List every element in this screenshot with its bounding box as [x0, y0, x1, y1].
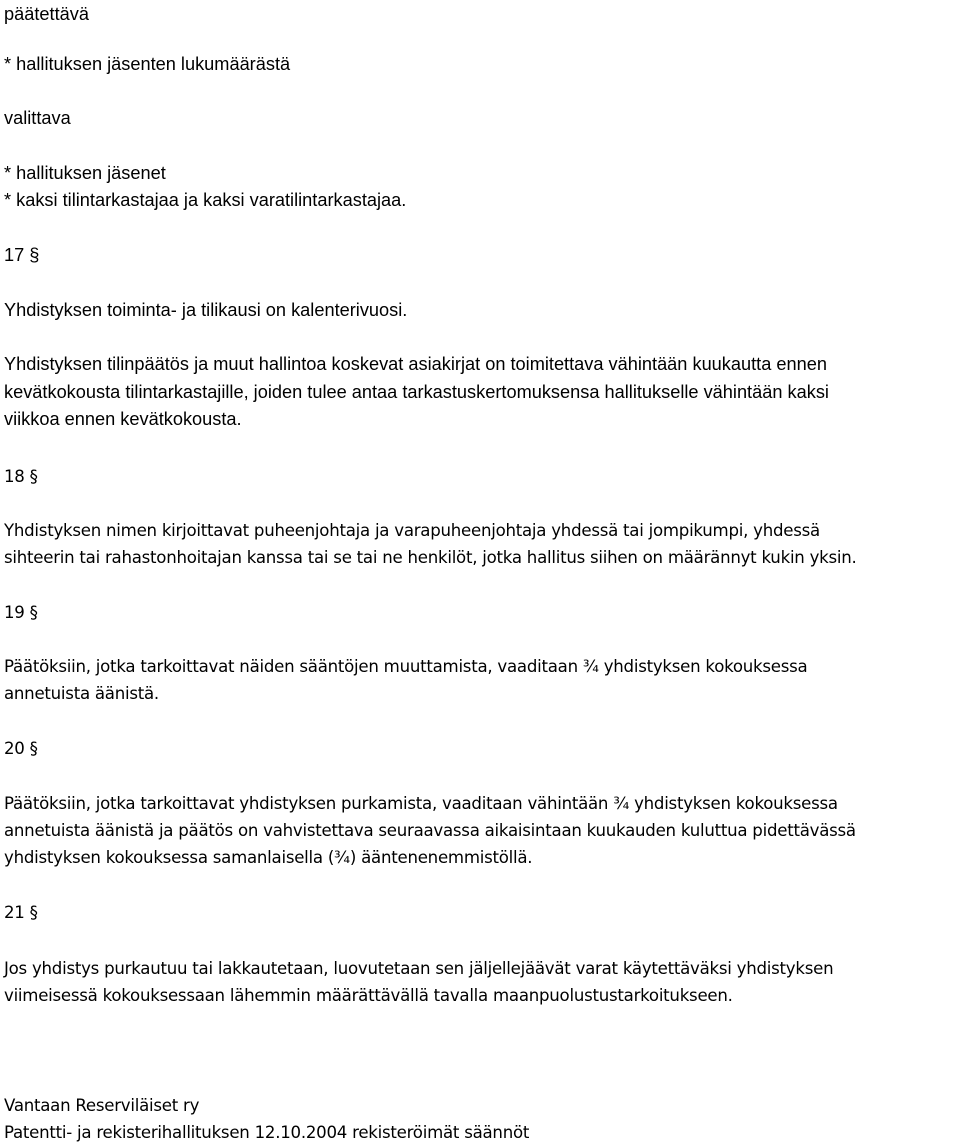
- text-line: valittava: [4, 108, 71, 128]
- paragraph-line: kevätkokousta tilintarkastajille, joiden tulee antaa tarkastuskertomuksensa hallitukselle vähintään kaksi: [4, 382, 829, 402]
- list-item: * hallituksen jäsenet: [4, 163, 166, 183]
- paragraph-line: Päätöksiin, jotka tarkoittavat yhdistyksen purkamista, vaaditaan vähintään ¾ yhdistyksen kokouksessa: [4, 794, 838, 813]
- footer-registration: Patentti- ja rekisterihallituksen 12.10.2004 rekisteröimät säännöt: [4, 1123, 530, 1142]
- list-item: * kaksi tilintarkastajaa ja kaksi varatilintarkastajaa.: [4, 190, 407, 210]
- paragraph-line: annetuista äänistä.: [4, 684, 159, 703]
- paragraph-line: Yhdistyksen tilinpäätös ja muut hallintoa koskevat asiakirjat on toimitettava vähintään kuukautta ennen: [4, 354, 827, 374]
- list-item: * hallituksen jäsenten lukumäärästä: [4, 54, 291, 74]
- paragraph-line: Jos yhdistys purkautuu tai lakkautetaan, luovutetaan sen jäljellejäävät varat käytettäväksi yhdistyksen: [4, 959, 834, 978]
- section-heading: 20 §: [4, 739, 38, 758]
- paragraph-line: viikkoa ennen kevätkokousta.: [4, 409, 242, 429]
- section-heading: 18 §: [4, 467, 38, 486]
- paragraph-line: Yhdistyksen toiminta- ja tilikausi on kalenterivuosi.: [4, 300, 408, 320]
- text-line: päätettävä: [4, 4, 89, 24]
- section-heading: 17 §: [4, 245, 40, 265]
- paragraph-line: annetuista äänistä ja päätös on vahvistettava seuraavassa aikaisintaan kuukauden kuluttua pidettävässä: [4, 821, 856, 840]
- paragraph-line: sihteerin tai rahastonhoitajan kanssa tai se tai ne henkilöt, jotka hallitus siihen on määrännyt kukin yksin.: [4, 548, 857, 567]
- footer-organization: Vantaan Reserviläiset ry: [4, 1096, 200, 1115]
- paragraph-line: Yhdistyksen nimen kirjoittavat puheenjohtaja ja varapuheenjohtaja yhdessä tai jompikumpi, yhdessä: [4, 521, 820, 540]
- paragraph-line: yhdistyksen kokouksessa samanlaisella (¾) ääntenenemmistöllä.: [4, 848, 533, 867]
- section-heading: 19 §: [4, 603, 38, 622]
- paragraph-line: viimeisessä kokouksessaan lähemmin määrättävällä tavalla maanpuolustustarkoitukseen.: [4, 986, 733, 1005]
- section-heading: 21 §: [4, 903, 38, 922]
- paragraph-line: Päätöksiin, jotka tarkoittavat näiden sääntöjen muuttamista, vaaditaan ¾ yhdistyksen kokouksessa: [4, 657, 808, 676]
